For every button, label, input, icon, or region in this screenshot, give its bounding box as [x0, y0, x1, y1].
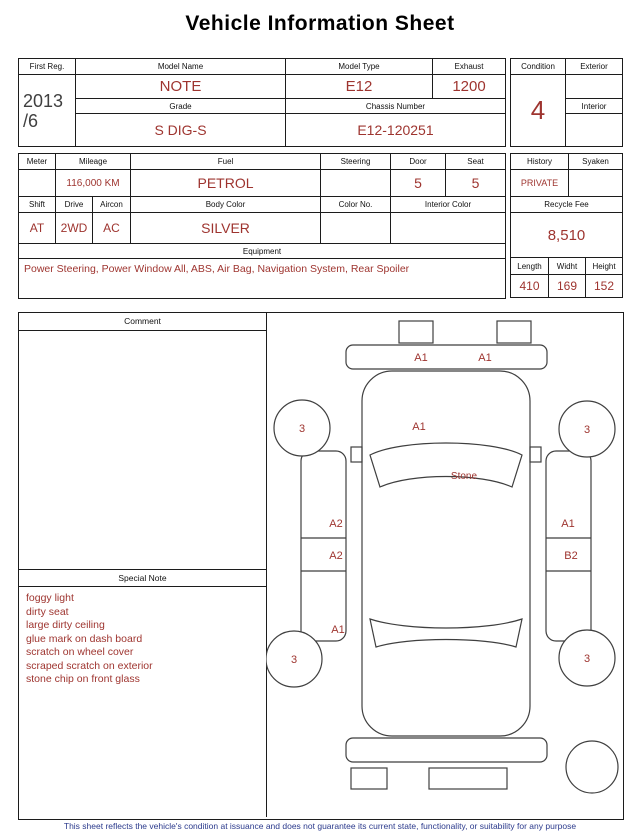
exterior-label: Exterior [566, 59, 623, 75]
drive-value: 2WD [56, 213, 93, 244]
seat-label: Seat [446, 154, 506, 170]
meter-label: Meter [19, 154, 56, 170]
chassis-number-label: Chassis Number [286, 99, 506, 114]
special-note-item: large dirty ceiling [26, 619, 105, 631]
footer-disclaimer: This sheet reflects the vehicle's condition at issuance and does not guarantee its current state, functionality, or suitability for any purpose [63, 821, 577, 831]
special-note-item: stone chip on front glass [26, 673, 140, 685]
special-note-item: foggy light [26, 592, 74, 604]
color-no-value [321, 213, 391, 244]
registration-table [18, 58, 506, 147]
first-reg-year: 2013 [23, 90, 64, 111]
condition-label: Condition [511, 59, 566, 75]
equipment-label: Equipment [19, 244, 506, 259]
drive-label: Drive [56, 197, 93, 213]
length-label: Length [511, 258, 549, 275]
model-name-label: Model Name [76, 59, 286, 75]
comment-label: Comment [19, 313, 266, 331]
windshield-mark: Stone [450, 471, 478, 482]
fuel-label: Fuel [131, 154, 321, 170]
page-title: Vehicle Information Sheet [185, 12, 455, 35]
front-right-lamp-shape [497, 321, 531, 343]
special-note-label: Special Note [19, 569, 266, 587]
right-panel-rear-mark: B2 [564, 550, 578, 562]
interior-label: Interior [566, 99, 623, 114]
grade-value: S DIG-S [76, 114, 286, 147]
fuel-value: PETROL [131, 170, 321, 197]
car-damage-diagram [266, 313, 623, 817]
aircon-label: Aircon [93, 197, 131, 213]
exterior-value [566, 75, 623, 99]
recycle-fee-label: Recycle Fee [511, 197, 623, 213]
right-side-panel-shape [546, 451, 591, 641]
aircon-value: AC [93, 213, 131, 244]
left-front-wheel-mark: 3 [298, 423, 306, 435]
syaken-label: Syaken [569, 154, 623, 170]
lower-section [18, 312, 624, 820]
special-note-item: glue mark on dash board [26, 632, 143, 645]
interior-value [566, 114, 623, 147]
model-type-value: E12 [286, 75, 433, 99]
car-body-shape [362, 371, 530, 736]
details-table [18, 153, 506, 299]
front-left-lamp-shape [399, 321, 433, 343]
left-rear-fender-mark: A1 [331, 624, 345, 636]
left-panel-rear-mark: A2 [329, 550, 343, 562]
meter-value [19, 170, 56, 197]
history-value: PRIVATE [511, 170, 569, 197]
hood-mark: A1 [412, 421, 426, 433]
color-no-label: Color No. [321, 197, 391, 213]
rear-bumper-shape [346, 738, 547, 762]
condition-table [510, 58, 623, 147]
first-reg-month: /6 [23, 110, 39, 131]
right-panel-front-mark: A1 [561, 518, 575, 530]
chassis-number-value: E12-120251 [286, 114, 506, 147]
model-type-label: Model Type [286, 59, 433, 75]
history-label: History [511, 154, 569, 170]
interior-color-label: Interior Color [391, 197, 506, 213]
first-reg-label: First Reg. [19, 59, 76, 75]
rear-plate-shape [429, 768, 507, 789]
front-bumper-left-mark: A1 [414, 352, 428, 364]
condition-value: 4 [511, 75, 566, 147]
rear-left-lamp-shape [351, 768, 387, 789]
height-label: Height [586, 258, 623, 275]
comment-panel [19, 313, 267, 817]
body-color-value: SILVER [131, 213, 321, 244]
right-rear-wheel-mark: 3 [583, 653, 591, 665]
grade-label: Grade [76, 99, 286, 114]
left-mirror-shape [351, 447, 362, 462]
width-label: Widht [549, 258, 586, 275]
first-reg-value [19, 75, 76, 147]
rear-window-shape [370, 619, 522, 647]
special-note-item: scraped scratch on exterior [26, 659, 153, 672]
left-panel-front-mark: A2 [329, 518, 343, 530]
door-value: 5 [391, 170, 446, 197]
special-note-item: dirty seat [26, 605, 69, 618]
windshield-shape [370, 443, 522, 487]
syaken-value [569, 170, 623, 197]
body-color-label: Body Color [131, 197, 321, 213]
shift-value: AT [19, 213, 56, 244]
steering-label: Steering [321, 154, 391, 170]
recycle-fee-value: 8,510 [511, 213, 623, 258]
left-side-panel-shape [301, 451, 346, 641]
spare-wheel-shape [566, 741, 618, 793]
width-value: 169 [549, 275, 586, 298]
dimensions-table [510, 257, 623, 298]
height-value: 152 [586, 275, 623, 298]
left-rear-wheel-mark: 3 [290, 654, 298, 666]
interior-color-value [391, 213, 506, 244]
special-notes-list [19, 587, 266, 817]
right-front-wheel-mark: 3 [583, 424, 591, 436]
comment-body [19, 331, 266, 569]
right-mirror-shape [530, 447, 541, 462]
history-table [510, 153, 623, 258]
mileage-label: Mileage [56, 154, 131, 170]
exhaust-label: Exhaust [433, 59, 506, 75]
front-bumper-shape [346, 345, 547, 369]
front-bumper-right-mark: A1 [478, 352, 492, 364]
door-label: Door [391, 154, 446, 170]
seat-value: 5 [446, 170, 506, 197]
model-name-value: NOTE [76, 75, 286, 99]
exhaust-value: 1200 [433, 75, 506, 99]
length-value: 410 [511, 275, 549, 298]
mileage-value: 116,000 KM [56, 170, 131, 197]
steering-value [321, 170, 391, 197]
equipment-value: Power Steering, Power Window All, ABS, Air Bag, Navigation System, Rear Spoiler [19, 259, 506, 299]
shift-label: Shift [19, 197, 56, 213]
special-note-item: scratch on wheel cover [26, 646, 134, 658]
